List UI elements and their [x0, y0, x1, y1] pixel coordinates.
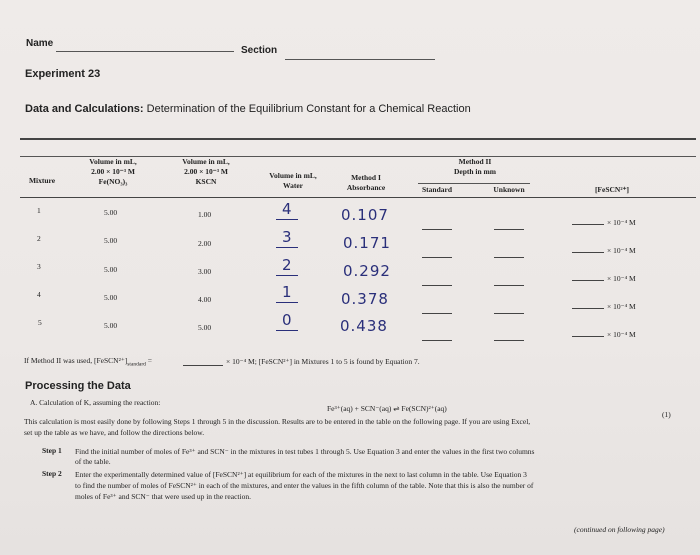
standard-blank[interactable] — [422, 285, 452, 286]
unknown-blank[interactable] — [494, 229, 524, 230]
table-top-rule — [20, 138, 696, 140]
unknown-blank[interactable] — [494, 340, 524, 341]
unknown-blank[interactable] — [494, 257, 524, 258]
mixture-number: 5 — [38, 318, 42, 327]
standard-blank[interactable] — [422, 257, 452, 258]
absorbance-entry[interactable]: 0.107 — [341, 206, 389, 224]
fescn-unit: × 10⁻⁴ M — [607, 218, 636, 227]
fescn-unit: × 10⁻⁴ M — [607, 246, 636, 255]
page-title — [25, 103, 471, 115]
water-volume-entry[interactable]: 2 — [282, 256, 293, 274]
section-field-line[interactable] — [285, 59, 435, 60]
fescn-unit: × 10⁻⁴ M — [607, 274, 636, 283]
continued-note: (continued on following page) — [574, 525, 665, 534]
absorbance-entry[interactable]: 0.292 — [343, 262, 391, 280]
processing-heading: Processing the Data — [25, 380, 131, 392]
absorbance-entry[interactable]: 0.438 — [340, 317, 388, 335]
col-header-fescn: [FeSCN²⁺] — [594, 185, 630, 194]
fe-volume-value: 5.00 — [104, 321, 118, 330]
method2-standard-blank[interactable] — [183, 365, 223, 366]
fescn-blank[interactable] — [572, 224, 604, 225]
step1-text-1: Find the initial number of moles of Fe³⁺ and SCN⁻ in the mixtures in test tubes 1 through 5. Use Equation 3 and enter the values in the first two columns — [75, 447, 535, 456]
fescn-unit: × 10⁻⁴ M — [607, 330, 636, 339]
paragraph-line-1: This calculation is most easily done by following Steps 1 through 5 in the discussion. Results are to be entered in the table on the following page. If you are using Excel, — [24, 417, 531, 426]
standard-blank[interactable] — [422, 340, 452, 341]
fescn-unit: × 10⁻⁴ M — [607, 302, 636, 311]
name-label: Name — [26, 38, 54, 49]
mixture-number: 3 — [37, 262, 41, 271]
reaction-equation: Fe³⁺(aq) + SCN⁻(aq) ⇌ Fe(SCN)²⁺(aq) — [327, 404, 447, 413]
unknown-blank[interactable] — [494, 313, 524, 314]
water-underline — [276, 330, 298, 331]
water-underline — [276, 302, 298, 303]
absorbance-entry[interactable]: 0.171 — [343, 234, 391, 252]
equation-number: (1) — [662, 410, 671, 419]
step1-text-2: of the table. — [75, 457, 111, 466]
fe-volume-value: 5.00 — [104, 293, 118, 302]
fe-volume-value: 5.00 — [104, 236, 118, 245]
item-a: A. Calculation of K, assuming the reaction: — [30, 398, 161, 407]
kscn-volume-value: 1.00 — [198, 210, 212, 219]
water-volume-entry[interactable]: 3 — [282, 228, 293, 246]
method2-note-eq: = — [145, 356, 153, 365]
kscn-volume-value: 4.00 — [198, 295, 212, 304]
step2-text-1: Enter the experimentally determined value of [FeSCN²⁺] at equilibrium for each of the mixtures in the next to last column in the table. Use Equation 3 — [75, 470, 527, 479]
absorbance-entry[interactable]: 0.378 — [341, 290, 389, 308]
page-title-rest: Determination of the Equilibrium Constant for a Chemical Reaction — [146, 103, 471, 115]
step2-label: Step 2 — [42, 469, 62, 478]
mixture-number: 1 — [37, 206, 41, 215]
step2-text-3: moles of Fe³⁺ and SCN⁻ that were used up in the reaction. — [75, 492, 251, 501]
col-header-method1: Method I Absorbance — [346, 173, 386, 192]
fe-volume-value: 5.00 — [104, 265, 118, 274]
water-underline — [276, 275, 298, 276]
col-header-method2: Method II Depth in mm — [453, 157, 497, 176]
fescn-blank[interactable] — [572, 280, 604, 281]
fescn-blank[interactable] — [572, 252, 604, 253]
experiment-title: Experiment 23 — [25, 68, 101, 80]
method2-note-suffix: × 10⁻⁴ M; [FeSCN²⁺] in Mixtures 1 to 5 is found by Equation 7. — [226, 357, 420, 366]
col-header-standard: Standard — [421, 185, 452, 194]
col-header-unknown: Unknown — [493, 185, 525, 194]
method2-note — [24, 356, 152, 368]
step2-text-2: to find the number of moles of FeSCN²⁺ in each of the mixtures, and enter the values in the fifth column of the table. Note that this is also the number of — [75, 481, 534, 490]
col-header-fe-volume: Volume in mL, 2.00 × 10⁻³ M Fe(NO₃)₃ — [89, 157, 137, 186]
kscn-volume-value: 3.00 — [198, 267, 212, 276]
kscn-volume-value: 2.00 — [198, 239, 212, 248]
step1-label: Step 1 — [42, 446, 62, 455]
page-title-bold: Data and Calculations: — [25, 103, 144, 115]
name-field-line[interactable] — [56, 51, 234, 52]
standard-blank[interactable] — [422, 229, 452, 230]
col-header-kscn-volume: Volume in mL, 2.00 × 10⁻³ M KSCN — [182, 157, 230, 186]
water-volume-entry[interactable]: 0 — [282, 311, 293, 329]
water-underline — [276, 219, 298, 220]
water-volume-entry[interactable]: 1 — [282, 283, 293, 301]
fescn-blank[interactable] — [572, 336, 604, 337]
method2-note-sub: standard — [127, 361, 146, 368]
method2-note-prefix: If Method II was used, [FeSCN²⁺] — [24, 356, 128, 365]
mixture-number: 2 — [37, 234, 41, 243]
section-label: Section — [241, 45, 278, 56]
col-header-mixture: Mixture — [28, 176, 56, 185]
water-underline — [276, 247, 298, 248]
col-header-water-volume: Volume in mL, Water — [269, 171, 317, 190]
fe-volume-value: 5.00 — [104, 208, 118, 217]
standard-blank[interactable] — [422, 313, 452, 314]
fescn-blank[interactable] — [572, 308, 604, 309]
water-volume-entry[interactable]: 4 — [282, 200, 293, 218]
mixture-number: 4 — [37, 290, 41, 299]
method2-subrule — [418, 183, 530, 184]
unknown-blank[interactable] — [494, 285, 524, 286]
table-body-rule — [20, 197, 696, 198]
paragraph-line-2: set up the table as we have, and follow the directions below. — [24, 428, 205, 437]
kscn-volume-value: 5.00 — [198, 323, 212, 332]
